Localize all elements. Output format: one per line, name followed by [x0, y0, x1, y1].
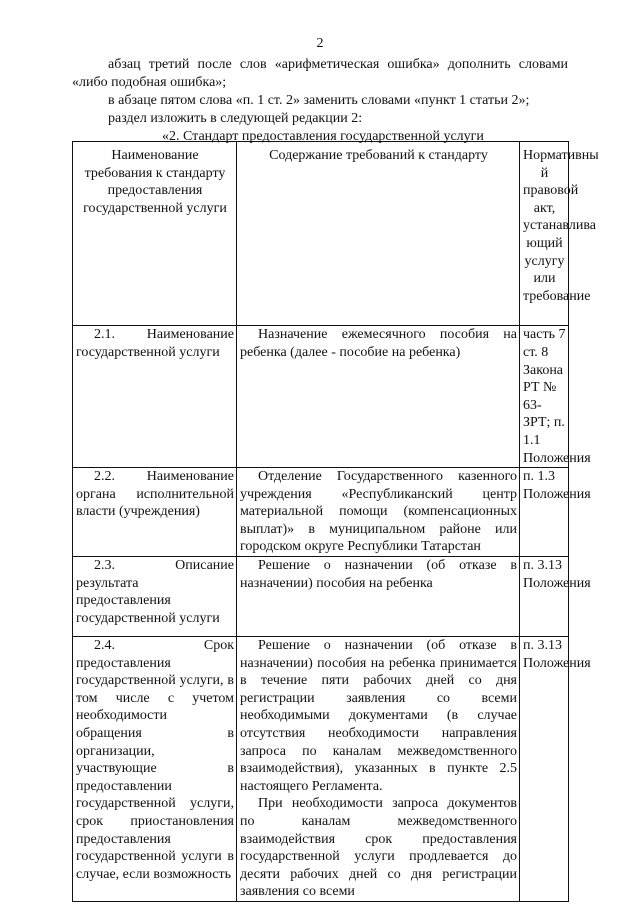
table-row — [73, 468, 569, 557]
row-act-cell: часть 7 ст. 8 Закона РТ № 63-ЗРТ; п. 1.1 Положения — [520, 326, 569, 468]
row-content-cell: Отделение Государственного казенного учреждения «Республиканский центр материальной помощи (компенсационных выплат)» в муниципальном районе или городском округе Республики Татарстан — [237, 468, 520, 557]
page-number: 2 — [316, 36, 324, 51]
header-legal-act: Нормативны й правовой акт, устанавлива ющий услугу или требование — [520, 142, 569, 326]
table-row — [73, 637, 569, 902]
header-requirement-content: Содержание требований к стандарту — [237, 142, 520, 326]
row-content-cell: Назначение ежемесячного пособия на ребенка (далее - пособие на ребенка) — [237, 326, 520, 468]
row-content-cell: Решение о назначении (об отказе в назначении) пособия на ребенка — [237, 557, 520, 637]
standard-table — [72, 141, 599, 902]
intro-paragraph-3: раздел изложить в следующей редакции 2: — [108, 111, 363, 126]
row-content-cell: Решение о назначении (об отказе в назначении) пособия на ребенка принимается в течение пяти рабочих дней со дня регистрации заявления со всеми необходимыми документами (в случае отсутствия необходимости направления запроса по каналам межведомственного взаимодействия), указанных в пункте 2.5 настоящего Регламента. При необходимости запроса документов по каналам межведомственного взаимодействия срок предоставления государственной услуги продлевается до десяти рабочих дней со дня регистрации заявления со всеми — [237, 637, 520, 902]
intro-paragraph-2: в абзаце пятом слова «п. 1 ст. 2» заменить словами «пункт 1 статьи 2»; — [108, 93, 530, 108]
row-name-cell: 2.3. Описание результата предоставления государственной услуги — [73, 557, 237, 637]
intro-text — [72, 56, 568, 146]
row-act-cell: п. 3.13 Положения — [520, 637, 569, 902]
table-row — [73, 557, 569, 637]
intro-paragraph-1: абзац третий после слов «арифметическая ошибка» дополнить словами «либо подобная ошибка»; — [72, 57, 568, 90]
header-requirement-name: Наименование требования к стандарту предоставления государственной услуги — [73, 142, 237, 326]
table-header-row — [73, 142, 569, 326]
table-row — [73, 326, 569, 468]
row-act-cell: п. 1.3 Положения — [520, 468, 569, 557]
section-title: «2. Стандарт предоставления государственной услуги — [162, 129, 484, 144]
row-name-cell: 2.4. Срок предоставления государственной услуги, в том числе с учетом необходимости обращения в организации, участвующие в предоставлении государственной услуги, срок приостановления предоставления государственной услуги в случае, если возможность — [73, 637, 237, 902]
row-act-cell: п. 3.13 Положения — [520, 557, 569, 637]
row-name-cell: 2.2. Наименование органа исполнительной власти (учреждения) — [73, 468, 237, 557]
row-name-cell: 2.1. Наименование государственной услуги — [73, 326, 237, 468]
